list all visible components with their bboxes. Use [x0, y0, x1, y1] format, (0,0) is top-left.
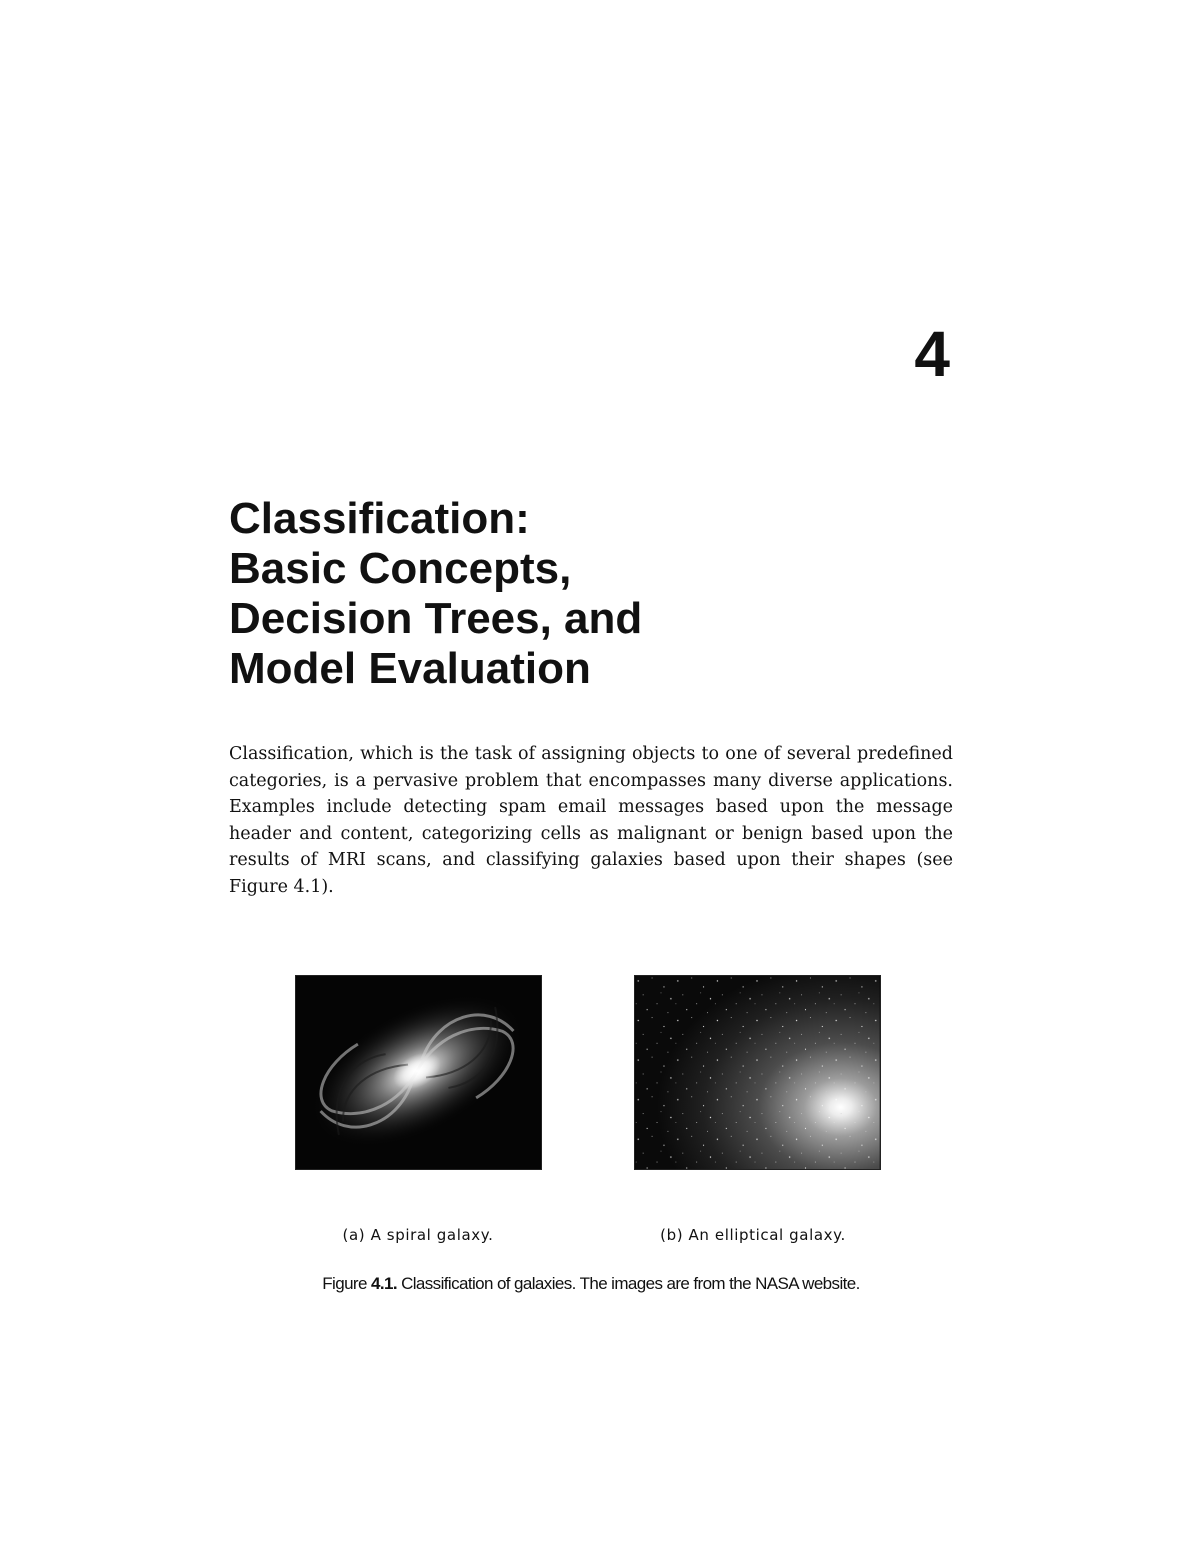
- chapter-title-line: Basic Concepts,: [229, 544, 572, 593]
- spiral-galaxy-graphic: [296, 976, 541, 1169]
- chapter-title-line: Decision Trees, and: [229, 594, 643, 643]
- elliptical-galaxy-image: [634, 975, 881, 1170]
- chapter-title-line: Model Evaluation: [229, 644, 591, 693]
- spiral-galaxy-image: [295, 975, 542, 1170]
- chapter-title: [229, 494, 949, 694]
- figure-number: 4.1.: [370, 1274, 397, 1293]
- figure-caption: [229, 1274, 953, 1294]
- intro-paragraph: Classification, which is the task of assigning objects to one of several predefined categories, is a pervasive problem that encompasses many diverse applications. Examples include detecting spam email messages based upon the message header and content, categorizing cells as malignant or benign based upon the results of MRI scans, and classifying galaxies based upon their shapes (see Figure 4.1).: [229, 744, 953, 897]
- figure-caption-text: Classification of galaxies. The images are from the NASA website.: [401, 1274, 860, 1293]
- chapter-number: 4: [914, 318, 950, 390]
- figure-label: Figure: [322, 1274, 367, 1293]
- subfigure-caption-b: (b) An elliptical galaxy.: [660, 1226, 846, 1244]
- elliptical-galaxy-graphic: [635, 976, 880, 1169]
- subfigure-caption-a: (a) A spiral galaxy.: [342, 1226, 494, 1244]
- chapter-title-line: Classification:: [229, 494, 530, 543]
